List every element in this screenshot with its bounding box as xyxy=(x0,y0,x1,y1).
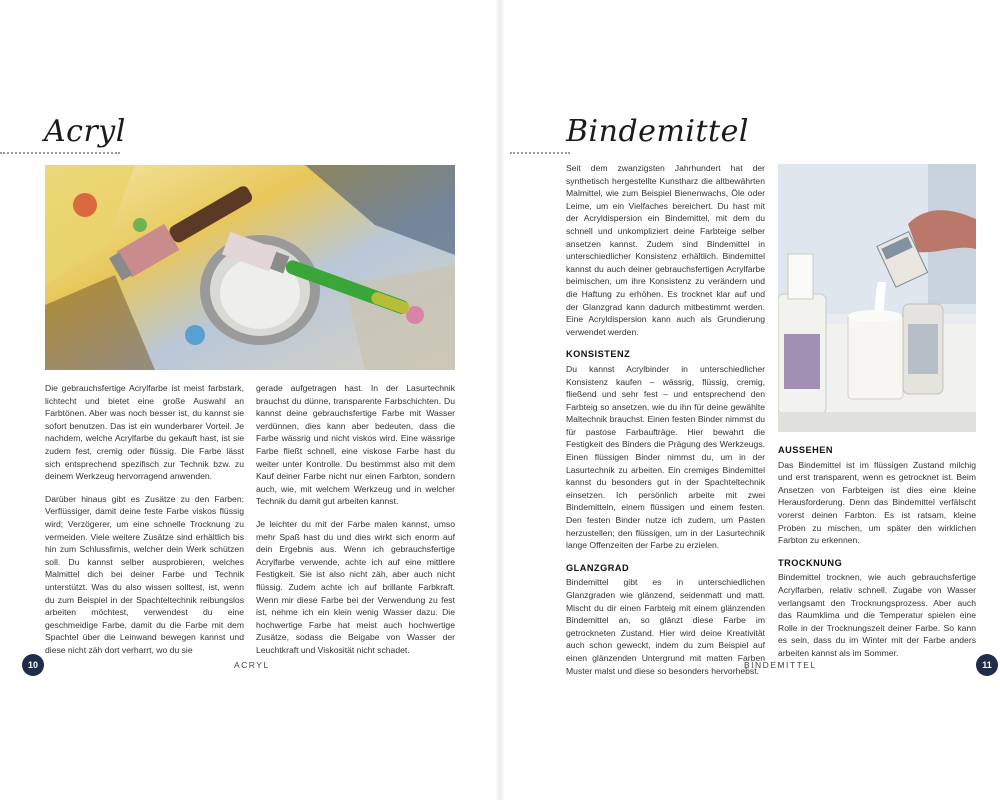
binder-pouring-illustration xyxy=(778,164,976,432)
aussehen-section xyxy=(778,444,976,547)
left-page-number: 10 xyxy=(22,654,44,676)
aussehen-heading: AUSSEHEN xyxy=(778,445,834,455)
left-column-2 xyxy=(256,382,455,666)
left-col2-paragraph-2: Je leichter du mit der Farbe malen kannst, umso mehr Spaß hast du und dies wirkt sich enorm auf dein Ergebnis aus. Wenn ich gebrauchsfertige Acrylfarbe verwende, achte ich auf eine mittlere Festigkeit. Sie ist also nicht zäh, aber auch nicht flüssig. Zudem achte ich auf brillante Farbkraft. Wenn mir diese Farbe bei der Verwendung zu fest ist, nehme ich ein klein wenig Wasser dazu. Die hochwertige Farbe hat meist auch hochwertige Zusätze, sodass die Beigabe von Wasser der Leuchtkraft und Viskosität nicht schadet. xyxy=(256,518,455,655)
left-running-head: ACRYL xyxy=(234,660,270,670)
paint-brushes-photo xyxy=(45,165,455,370)
right-page-number: 11 xyxy=(976,654,998,676)
left-col2-paragraph-1: gerade aufgetragen hast. In der Lasurtechnik brauchst du dünne, transparente Farbschichten. Du kannst deine gebrauchsfertige Farbe mit Wasser verdünnen, dies kann aber bedeuten, dass die Farbe wässrig und nicht viskos wird. Eine wässrige Farbe fließt schnell, eine viskose Farbe hast du weiter unter Kontrolle. Du bestimmst also mit dem Kauf deiner Farbe nicht nur einen Farbton, sondern auch, wie, mit welchem Werkzeug und in welcher Technik du damit gut arbeiten kannst. xyxy=(256,383,455,507)
trocknung-heading: TROCKNUNG xyxy=(778,557,843,568)
left-col1-paragraph-1: Die gebrauchsfertige Acrylfarbe ist meist farbstark, lichtecht und bietet eine große Auswahl an Farbtönen. Aber was noch besser ist, du kannst sie sofort benutzen. Das ist ein wunderbarer Vorteil. Je nachdem, welche Acrylfarbe du gekauft hast, ist sie zudem fest, cremig oder flüssig. Die Farbe lässt sich entsprechend spezifisch zur Technik bzw. zu deinem Werkzeug hervorragend anwenden. xyxy=(45,383,244,482)
konsistenz-text: Du kannst Acrylbinder in unterschiedlicher Konsistenz kaufen – wässrig, flüssig, cremig, fließend und sehr fest – und entsprechend den Farbteig so ansetzen, wie du ihn für deine gewählte Maltechnik brauchst. Einen festen Binder nimmst du für pastose Farbaufträge. Hier bewahrt die Festigkeit des Binders die Prägung des Werkzeugs. Einen flüssigen Binder nimmst du, um in der Lasurtechnik zu arbeiten. Ein cremiges Bindemittel kannst du besonders gut in der Spachteltechnik einsetzen. Ich persönlich arbeite mit zwei Bindemitteln, einem flüssigen und einem festen. Den festen Binder nutze ich zudem, um Pasten herzustellen; den flüssigen, um in der Lasurtechnik lange Offenzeiten der Farbe zu erzielen. xyxy=(566,363,765,551)
right-title-rule xyxy=(510,152,570,154)
konsistenz-heading: KONSISTENZ xyxy=(566,349,631,360)
book-gutter xyxy=(495,0,505,800)
right-intro-paragraph: Seit dem zwanzigsten Jahrhundert hat der synthetisch hergestellte Kunstharz die altbewährten Malmittel, wie zum Beispiel Bienenwachs, Öle oder Leime, um ein Vielfaches bereichert. Du hast mit der Acryldispersion ein Bindemittel, mit dem du schnell und unkompliziert deine Farbteige selber ansetzen kannst. Zudem sind Bindemittel in unterschiedlicher Konsistenz erhältlich. Bindemittel kannst du auch deiner gebrauchsfertigen Acrylfarbe beimischen, um ihre Konsistenz zu verändern und die Haftung zu erhöhen. Es trocknet klar auf und der Glanzgrad kann dadurch mitbestimmt werden. Eine Acryldispersion kann auch als Grundierung verwendet werden. xyxy=(566,163,765,337)
glanzgrad-text: Bindemittel gibt es in unterschiedlichen Glanzgraden wie glänzend, seidenmatt und matt. Mischt du dir einen Farbteig mit einem glänzenden Bindemittel an, so glänzt diese Farbe im getrockneten Zustand. Hier wird deine Kreativität auch schon geweckt, indem du zum Beispiel auf einen glänzenden Untergrund mit matten Farben Muster malst und diese so besonders hervorhebst. xyxy=(566,577,765,676)
paint-brushes-illustration xyxy=(45,165,455,370)
left-page-title: Acryl xyxy=(44,114,126,149)
right-running-head: BINDEMITTEL xyxy=(744,660,817,670)
left-title-rule xyxy=(0,152,120,154)
right-column-2 xyxy=(778,442,976,670)
aussehen-text: Das Bindemittel ist im flüssigen Zustand milchig und erst transparent, wenn es getrocknet ist. Beim Ansetzen von Farbteigen ist dies eine kleine Herausforderung. Denn das Bindemittel verfälscht vorerst deinen Farbton. Es ist ratsam, kleine Proben zu mischen, um später den wirklichen Farbton zu erkennen. xyxy=(778,459,976,546)
binder-pouring-photo xyxy=(778,164,976,432)
trocknung-section xyxy=(778,557,976,660)
right-column-1 xyxy=(566,162,765,687)
left-col1-paragraph-2: Darüber hinaus gibt es Zusätze zu den Farben: Verflüssiger, damit deine feste Farbe viskos flüssig wird; Verzögerer, um eine schnelle Trocknung zu vermeiden. Viele weitere Zusätze sind erhältlich bis hin zum Schlussfirnis, welcher dein Werk schützen soll. Du kannst selber ausprobieren, welches Malmittel dich bei deiner Farbe und Technik unterstützt. Was du also wissen solltest, ist, wenn du zum Beispiel in der Spachteltechnik reibungslos arbeiten möchtest, verwendest du eine geschmeidige Farbe, damit du die Farbe mit dem Spachtel über die Leinwand bewegen kannst und diese nicht zäh dort verharrt, wo du sie xyxy=(45,493,244,655)
glanzgrad-section xyxy=(566,562,765,677)
glanzgrad-heading: GLANZGRAD xyxy=(566,562,630,573)
trocknung-text: Bindemittel trocknen, wie auch gebrauchsfertige Acrylfarben, relativ schnell. Zugabe von Wasser verlangsamt den Trocknungsprozess. Aber auch das Raumklima und die Temperatur spielen eine Rolle in der Trocknungszeit deiner Farbe. So kann es sein, dass du im Winter mit der Farbe anders arbeiten kannst als im Sommer. xyxy=(778,572,976,658)
left-column-1 xyxy=(45,382,244,666)
right-page-title: Bindemittel xyxy=(566,114,749,149)
konsistenz-section xyxy=(566,348,765,552)
